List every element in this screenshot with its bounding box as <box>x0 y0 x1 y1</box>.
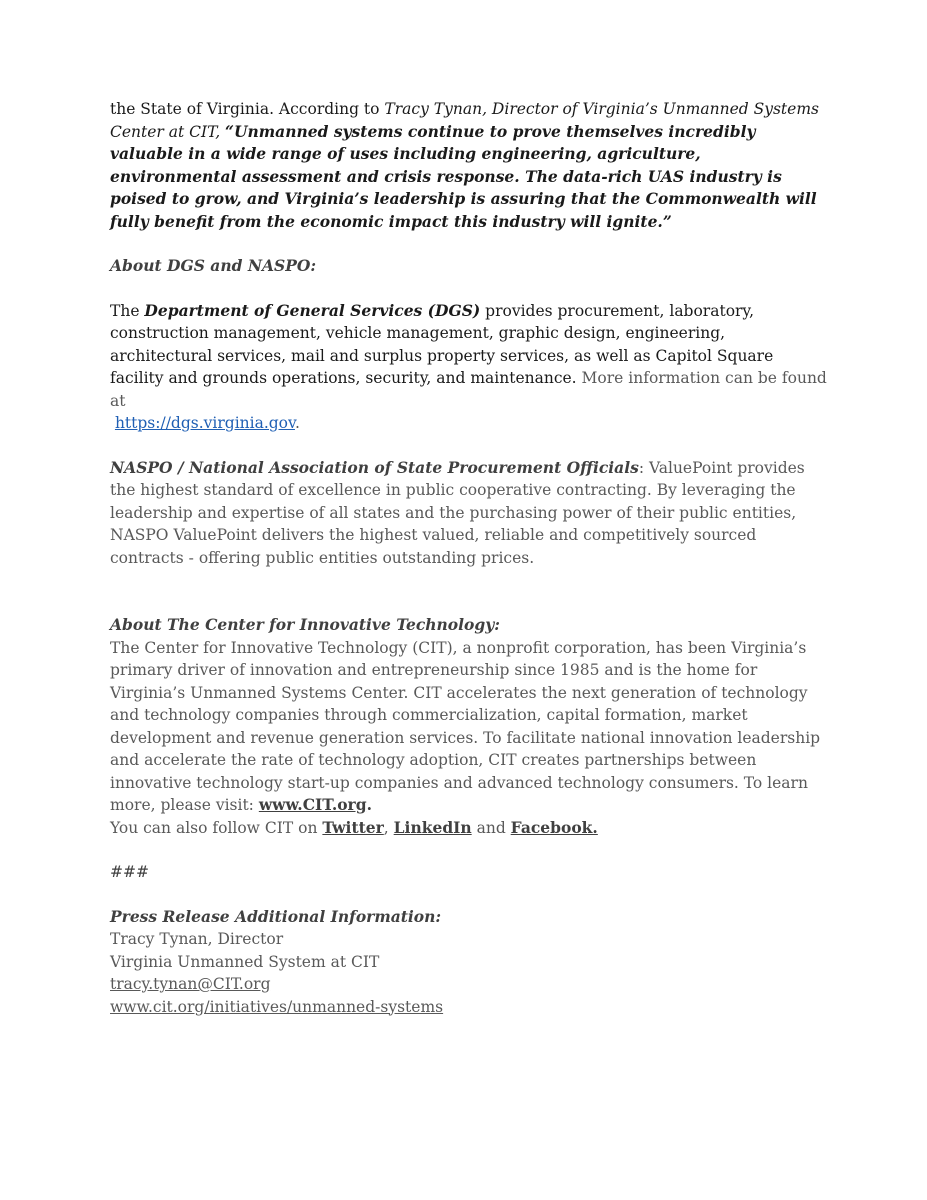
dgs-more: More information can be found at <box>110 369 827 410</box>
contact-heading: Press Release Additional Information: <box>110 906 442 926</box>
dgs-paragraph <box>110 300 827 435</box>
dgs-text: provides procurement, laboratory, construction management, vehicle management, graphic design, engineering, architectural services, mail and surplus property services, as well as Capitol Square facility and grounds operations, security, and maintenance. <box>110 301 774 387</box>
cit-site-link[interactable]: www.CIT.org <box>258 795 367 814</box>
separator: ### <box>110 863 149 881</box>
cit-comma: , <box>383 818 394 837</box>
facebook-link[interactable]: Facebook. <box>510 817 598 837</box>
cit-site-end: . <box>366 795 372 814</box>
contact-email-link[interactable]: tracy.tynan@CIT.org <box>110 975 271 993</box>
dgs-end: . <box>294 414 300 432</box>
naspo-org: NASPO / National Association of State Procurement Officials <box>110 457 639 477</box>
contact-url-link[interactable]: www.cit.org/initiatives/unmanned-systems <box>110 997 444 1016</box>
naspo-paragraph <box>110 457 827 570</box>
contact-name: Tracy Tynan, Director <box>110 930 284 948</box>
cit-paragraph <box>110 637 827 840</box>
cit-text: The Center for Innovative Technology (CIT), a nonprofit corporation, has been Virginia’s primary driver of innovation and entrepreneurship since 1985 and is the home for Virginia’s Unmanned Systems Center. CIT accelerates the next generation of technology and technology companies through commercialization, capital formation, market development and revenue generation services. To facilitate national innovation leadership and accelerate the rate of technology adoption, CIT creates partnerships between innovative technology start-up companies and advanced technology consumers. To learn more, please visit: <box>110 638 821 814</box>
cit-heading: About The Center for Innovative Technology: <box>110 615 500 634</box>
linkedin-link[interactable]: LinkedIn <box>393 817 472 837</box>
dgs-link[interactable]: https://dgs.virginia.gov <box>114 414 295 432</box>
naspo-text: : ValuePoint provides the highest standard of excellence in public cooperative contracting. By leveraging the leadership and expertise of all states and the purchasing power of their public entities, NASPO ValuePoint delivers the highest valued, reliable and competitively sourced contracts - offering public entities outstanding prices. <box>110 458 805 567</box>
dgs-heading: About DGS and NASPO: <box>110 256 317 275</box>
intro-name-title: Tracy Tynan, Director of Virginia’s Unmanned Systems Center at CIT, <box>110 100 819 141</box>
dgs-org: Department of General Services (DGS) <box>144 300 481 320</box>
intro-lead: the State of Virginia. According to <box>110 100 385 118</box>
dgs-pre: The <box>110 301 145 320</box>
contact-org: Virginia Unmanned System at CIT <box>110 952 380 971</box>
cit-and: and <box>471 818 511 837</box>
cit-follow: You can also follow CIT on <box>110 818 323 837</box>
intro-paragraph <box>110 98 827 233</box>
twitter-link[interactable]: Twitter <box>322 817 384 837</box>
intro-quote: “Unmanned systems continue to prove themselves incredibly valuable in a wide range of uses including engineering, agriculture, environmental assessment and crisis response. The data-rich UAS industry is poised to grow, and Virginia’s leadership is assuring that the Commonwealth will fully benefit from the economic impact this industry will ignite.” <box>110 121 817 231</box>
